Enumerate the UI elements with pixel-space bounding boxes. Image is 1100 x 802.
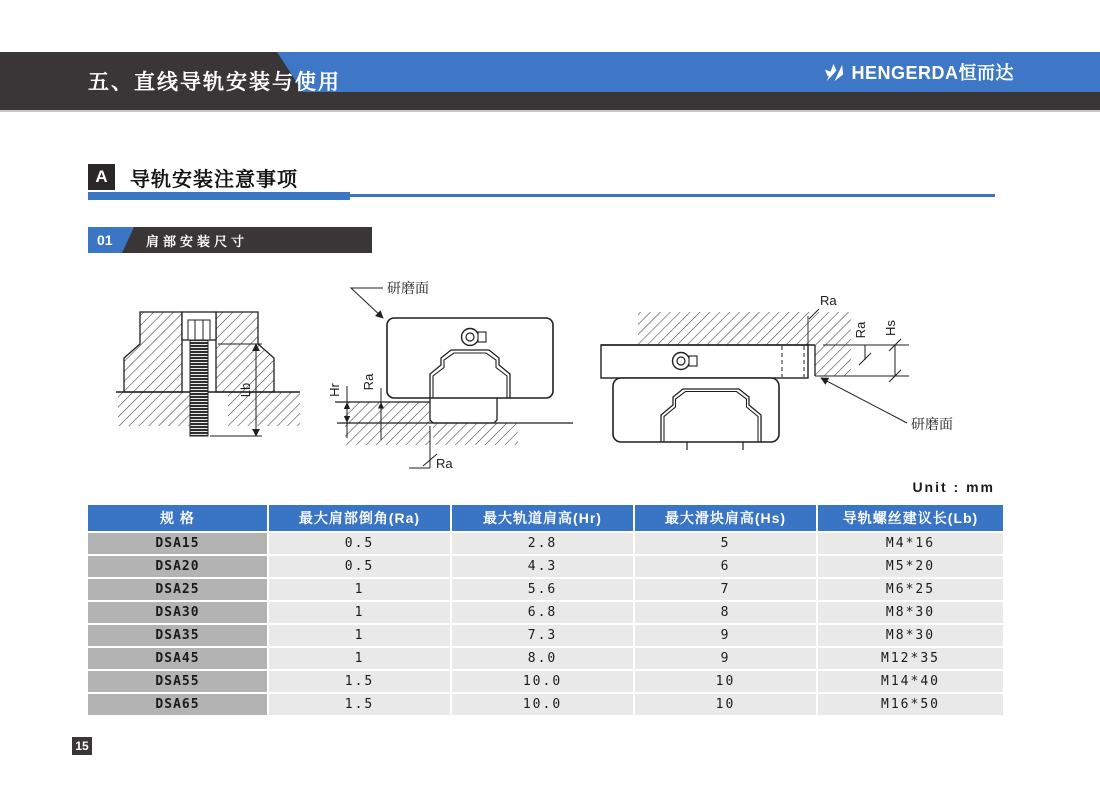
col-header-hs: 最大滑块肩高(Hs) — [635, 505, 816, 531]
cell-hs: 10 — [635, 671, 816, 692]
col-header-ra: 最大肩部倒角(Ra) — [269, 505, 450, 531]
ra-side-label: Ra — [853, 321, 868, 339]
grinding-surface-label: 研磨面 — [911, 416, 953, 432]
cell-hr: 7.3 — [452, 625, 633, 646]
cell-hs: 5 — [635, 533, 816, 554]
cell-hs: 10 — [635, 694, 816, 715]
cell-ra: 1 — [269, 625, 450, 646]
cell-lb: M12*35 — [818, 648, 1003, 669]
cell-hs: 7 — [635, 579, 816, 600]
subsection-number: 01 — [97, 232, 113, 248]
subsection-bar — [88, 227, 372, 253]
lb-dimension-label: Lb — [238, 382, 253, 398]
cell-hr: 4.3 — [452, 556, 633, 577]
cell-spec: DSA30 — [88, 602, 267, 623]
page-number: 15 — [72, 737, 92, 755]
brand-name: HENGERDA恒而达 — [851, 63, 1014, 83]
hs-dimension-label: Hs — [883, 320, 898, 336]
cell-ra: 0.5 — [269, 556, 450, 577]
page-header-bar — [0, 52, 1100, 112]
cell-lb: M6*25 — [818, 579, 1003, 600]
diagram-bed-shoulder — [323, 270, 578, 475]
cell-hs: 9 — [635, 625, 816, 646]
ground-hatch-left — [118, 392, 190, 426]
subsection-title: 肩部安装尺寸 — [146, 233, 249, 249]
cell-spec: DSA35 — [88, 625, 267, 646]
shoulder-dimension-table — [88, 505, 995, 715]
cell-spec: DSA25 — [88, 579, 267, 600]
grinding-surface-leader — [351, 288, 383, 318]
cell-spec: DSA20 — [88, 556, 267, 577]
diagram-table-shoulder — [593, 290, 1000, 450]
col-header-spec: 规 格 — [88, 505, 267, 531]
cell-hr: 5.6 — [452, 579, 633, 600]
cell-hs: 6 — [635, 556, 816, 577]
carriage-flange — [601, 345, 808, 378]
cell-spec: DSA55 — [88, 671, 267, 692]
cell-hr: 10.0 — [452, 694, 633, 715]
cell-ra: 0.5 — [269, 533, 450, 554]
bolt-shank — [190, 340, 208, 436]
section-underline-thin — [350, 194, 995, 197]
unit-note: Unit : mm — [912, 479, 995, 495]
ra-top-label: Ra — [820, 293, 837, 308]
hr-dimension-label: Hr — [327, 383, 342, 397]
cell-spec: DSA45 — [88, 648, 267, 669]
col-header-hr: 最大轨道肩高(Hr) — [452, 505, 633, 531]
cell-spec: DSA15 — [88, 533, 267, 554]
cell-ra: 1.5 — [269, 694, 450, 715]
rail-section-left — [124, 312, 182, 392]
cell-ra: 1 — [269, 579, 450, 600]
rail-section-right — [216, 312, 274, 392]
grinding-surface-leader — [821, 378, 907, 423]
ra-shoulder-label: Ra — [361, 373, 376, 391]
diagram-screw-length — [110, 296, 305, 456]
cell-hr: 8.0 — [452, 648, 633, 669]
cell-lb: M16*50 — [818, 694, 1003, 715]
cell-lb: M8*30 — [818, 625, 1003, 646]
cell-ra: 1 — [269, 602, 450, 623]
cell-hs: 8 — [635, 602, 816, 623]
cell-lb: M4*16 — [818, 533, 1003, 554]
section-underline-thick — [88, 192, 350, 200]
cell-hs: 9 — [635, 648, 816, 669]
brand-logo — [823, 55, 1014, 89]
cell-hr: 10.0 — [452, 671, 633, 692]
cell-lb: M8*30 — [818, 602, 1003, 623]
cell-hr: 2.8 — [452, 533, 633, 554]
cell-hr: 6.8 — [452, 602, 633, 623]
grinding-surface-label: 研磨面 — [387, 280, 429, 296]
rail-below — [687, 442, 743, 450]
cell-lb: M5*20 — [818, 556, 1003, 577]
cell-ra: 1.5 — [269, 671, 450, 692]
bed-hatch — [433, 423, 518, 445]
cell-ra: 1 — [269, 648, 450, 669]
cell-spec: DSA65 — [88, 694, 267, 715]
rail-base — [430, 398, 497, 423]
section-title: 导轨安装注意事项 — [130, 169, 298, 191]
section-badge: A — [88, 164, 115, 190]
chapter-title: 五、直线导轨安装与使用 — [88, 71, 341, 94]
ra-bottom-label: Ra — [436, 456, 453, 471]
cell-lb: M14*40 — [818, 671, 1003, 692]
brand-logo-icon — [823, 61, 846, 84]
col-header-lb: 导轨螺丝建议长(Lb) — [818, 505, 1003, 531]
